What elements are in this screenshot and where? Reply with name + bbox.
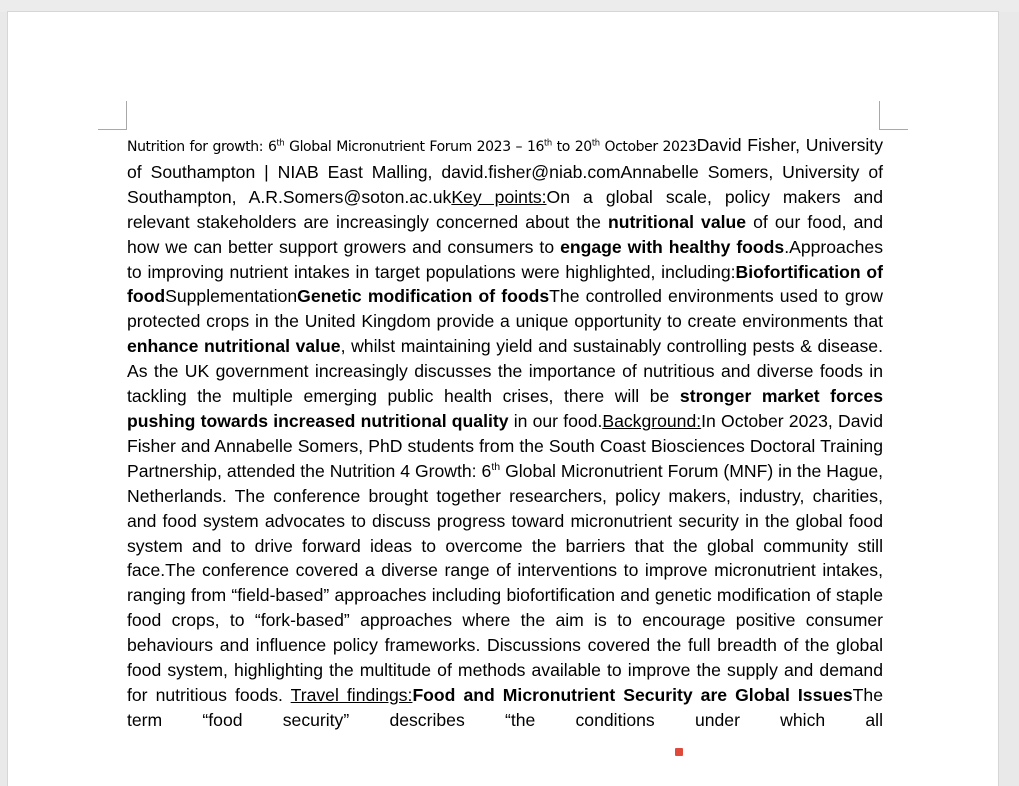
title-part: Global Micronutrient Forum 2023 – 16 [284,139,545,155]
margin-corner-top-right [879,101,908,130]
background-heading: Background: [602,410,702,431]
travel-findings-bold: Food and Micronutrient Security are Global Issues [412,684,853,705]
key-points-bold: engage with healthy foods [560,236,785,257]
title-sup: th [276,137,285,148]
key-points-text: The controlled environments used to grow protected crops in the United Kingdom provide a unique opportunity to create environments that [127,286,883,332]
key-points-text: in our food. [508,410,603,431]
key-points-text: Supplementation [165,286,298,307]
key-points-text: .Approaches to improving nutrient intakes in target populations were highlighted, including: [127,236,884,282]
key-points-bold: Biofortification of food [127,261,883,307]
background-text: In October 2023, David Fisher and Annabelle Somers, PhD students from the South Coast Biosciences Doctoral Training Partnership, attended the Nutrition 4 Growth: 6 [127,410,883,481]
title-part: October 2023 [599,139,697,155]
key-points-bold: stronger market forces pushing towards increased nutritional quality [127,386,883,431]
key-points-text: On a global scale, policy makers and relevant stakeholders are increasingly concerned about the [127,186,884,232]
travel-findings-text: The term “food security” describes “the conditions under which all [127,684,883,730]
document-body[interactable] [127,133,883,733]
travel-findings-heading: Travel findings: [290,684,413,705]
background-sup: th [491,460,501,473]
title-part: to 20 [551,139,592,155]
document-title [127,139,697,155]
key-points-heading: Key points: [451,186,547,207]
key-points-text: , whilst maintaining yield and sustainably controlling pests & disease. As the UK government increasingly discusses the importance of nutritious and diverse foods in tackling the multiple emerging public health crises, there will be [127,336,883,407]
title-part: Nutrition for growth: 6 [127,139,277,155]
background-text: Global Micronutrient Forum (MNF) in the Hague, Netherlands. The conference brought together researchers, policy makers, industry, charities, and food system advocates to discuss progress toward micronutrient security in the global food system and to drive forward ideas to overcome the barriers that the global community still face.The conference covered a diverse range of interventions to improve micronutrient intakes, ranging from “field-based” approaches including biofortification and genetic modification of staple food crops, to “fork-based” approaches where the aim is to encourage positive consumer behaviours and influence policy frameworks. Discussions covered the full breadth of the global food system, highlighting the multitude of methods available to improve the supply and demand for nutritious foods. [127,460,883,705]
title-sup: th [544,137,552,148]
key-points-bold: nutritional value [607,211,747,232]
key-points-text: of our food, and how we can better support growers and consumers to [127,211,883,257]
margin-corner-top-left [98,101,127,130]
top-ruler [0,0,1019,12]
text-cursor-marker [675,748,683,756]
authors-line: David Fisher, University of Southampton | NIAB East Malling, david.fisher@niab.comAnnabelle Somers, University of Southampton, A.R.Somers@soton.ac.uk [127,135,883,207]
title-sup: th [591,137,600,148]
key-points-bold: Genetic modification of foods [297,286,550,307]
document-page[interactable] [8,12,998,786]
key-points-bold: enhance nutritional value [127,336,341,357]
